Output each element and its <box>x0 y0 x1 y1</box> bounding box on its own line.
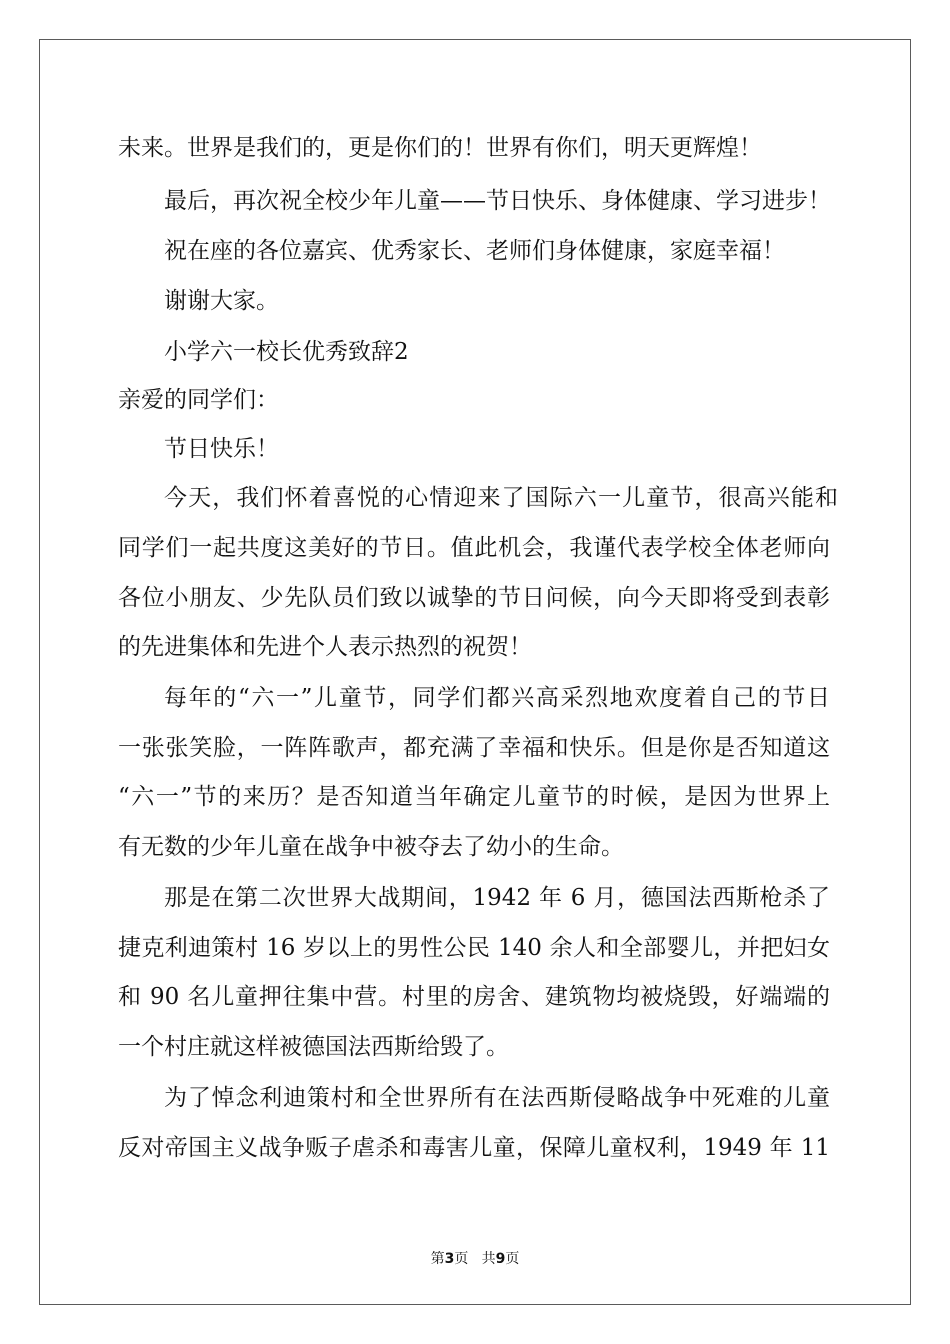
text-line: 未来。世界是我们的，更是你们的！世界有你们，明天更辉煌！ <box>118 135 762 161</box>
text-line: 每年的“六一”儿童节，同学们都兴高采烈地欢度着自己的节日 <box>164 685 830 711</box>
text-line: 同学们一起共度这美好的节日。值此机会，我谨代表学校全体老师向 <box>118 535 830 561</box>
text-line: 和 90 名儿童押往集中营。村里的房舍、建筑物均被烧毁，好端端的 <box>118 984 830 1010</box>
total-page-count: 9 <box>495 1251 506 1267</box>
text-line: 祝在座的各位嘉宾、优秀家长、老师们身体健康，家庭幸福！ <box>164 238 785 264</box>
current-page-number: 3 <box>444 1251 455 1267</box>
text-line: 一张张笑脸，一阵阵歌声，都充满了幸福和快乐。但是你是否知道这 <box>118 735 830 761</box>
page-number-suffix: 页 <box>505 1251 520 1267</box>
text-line: 最后，再次祝全校少年儿童——节日快乐、身体健康、学习进步！ <box>164 188 831 214</box>
text-line: 那是在第二次世界大战期间，1942 年 6 月，德国法西斯枪杀了 <box>164 885 830 911</box>
salutation: 亲爱的同学们： <box>118 387 279 413</box>
text-line: 一个村庄就这样被德国法西斯给毁了。 <box>118 1034 509 1060</box>
text-line: 为了悼念利迪策村和全世界所有在法西斯侵略战争中死难的儿童 <box>164 1085 830 1111</box>
text-line: 反对帝国主义战争贩子虐杀和毒害儿童，保障儿童权利，1949 年 11 <box>118 1135 831 1161</box>
text-line: 今天，我们怀着喜悦的心情迎来了国际六一儿童节，很高兴能和 <box>164 485 838 511</box>
text-line: “六一”节的来历？是否知道当年确定儿童节的时候，是因为世界上 <box>118 784 830 810</box>
text-line: 各位小朋友、少先队员们致以诚挚的节日问候，向今天即将受到表彰 <box>118 585 830 611</box>
section-heading: 小学六一校长优秀致辞2 <box>164 339 409 365</box>
text-line: 有无数的少年儿童在战争中被夺去了幼小的生命。 <box>118 834 624 860</box>
page-frame <box>39 39 911 1305</box>
text-line: 的先进集体和先进个人表示热烈的祝贺！ <box>118 634 532 660</box>
page-footer <box>0 1248 950 1268</box>
text-line: 节日快乐！ <box>164 436 279 462</box>
text-line: 捷克利迪策村 16 岁以上的男性公民 140 余人和全部婴儿，并把妇女 <box>118 935 830 961</box>
page-number-separator: 页 共 <box>454 1251 496 1267</box>
page-number-prefix: 第 <box>430 1251 445 1267</box>
text-line: 谢谢大家。 <box>164 288 279 314</box>
